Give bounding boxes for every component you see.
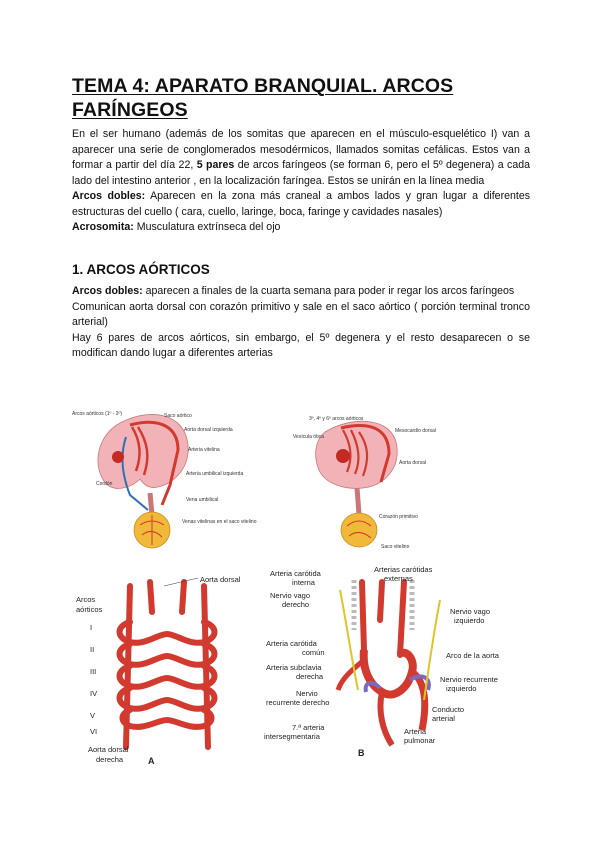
roman-ii: II xyxy=(90,645,95,654)
label-carotidas-externas-2: externas xyxy=(384,574,413,583)
heart xyxy=(112,451,124,463)
label-carotidas-externas-1: Arterias carótidas xyxy=(374,565,433,574)
section-heading: 1. ARCOS AÓRTICOS xyxy=(72,262,210,277)
label-carotida-interna-2: interna xyxy=(292,578,315,587)
section-text-3: Hay 6 pares de arcos aórticos, sin embargo, el 5º degenera y el resto desaparecen o se modifican dando lugar a diferentes arterias xyxy=(72,331,530,359)
roman-vi: VI xyxy=(90,727,98,736)
arcos-label-2: aórticos xyxy=(76,605,103,614)
label-conducto-1: Conducto xyxy=(432,705,465,714)
label-vago-i-1: Nervio vago xyxy=(450,607,491,616)
great-vessels-diagram-b xyxy=(262,560,537,772)
intro-bold: 5 pares xyxy=(196,159,235,171)
embryo-body xyxy=(316,421,398,488)
label-subclavia-2: derecha xyxy=(296,672,324,681)
fig-tr-label-4: Aorta dorsal xyxy=(399,460,426,466)
arcos-dobles-label: Arcos dobles: xyxy=(72,190,146,202)
fig-tl-label-5: Cordón xyxy=(96,481,113,487)
label-7-arteria-2: intersegmentaria xyxy=(264,732,320,741)
label-recurrente-d-2: recurrente derecho xyxy=(266,698,330,707)
label-subclavia-1: Arteria subclavia xyxy=(266,663,322,672)
label-recurrente-i-1: Nervio recurrente xyxy=(440,675,498,684)
label-recurrente-i-2: izquierdo xyxy=(446,684,477,693)
section-text-2: Comunican aorta dorsal con corazón primitivo y sale en el saco aórtico ( porción terminal tronco arterial) xyxy=(72,300,530,328)
fig-tl-label-2: Saco aórtico xyxy=(164,413,192,419)
label-carotida-comun-2: común xyxy=(302,648,325,657)
aorta-derecha-label-1: Aorta dorsal xyxy=(88,745,129,754)
panel-a-label: A xyxy=(148,756,155,766)
label-carotida-interna-1: Arteria carótida xyxy=(270,569,321,578)
acrosomita-label: Acrosomita: xyxy=(72,221,134,233)
roman-v: V xyxy=(90,711,96,720)
label-recurrente-d-1: Nervio xyxy=(296,689,318,698)
fig-tr-label-1: 3º, 4º y 6º arcos aórticos xyxy=(309,416,364,422)
label-7-arteria-1: 7.ª arteria xyxy=(292,723,325,732)
label-pulmonar-2: pulmonar xyxy=(404,736,436,745)
descending-aorta xyxy=(412,672,425,730)
fig-tl-label-4: Arteria vitelina xyxy=(188,447,220,453)
roman-iv: IV xyxy=(90,689,98,698)
heart xyxy=(336,449,350,463)
roman-i: I xyxy=(90,623,93,632)
fig-tr-label-3: Mesocardio dorsal xyxy=(395,428,436,434)
fig-tl-label-6: Arteria umbilical izquierda xyxy=(186,471,244,477)
arcos-dobles-text: Aparecen en la zona más craneal a ambos lados y gran lugar a diferentes estructuras del cuello ( cara, cuello, laringe, boca, faringe y cavidades nasales) xyxy=(72,190,531,218)
aortic-arch xyxy=(364,650,413,695)
roman-iii: III xyxy=(90,667,97,676)
panel-b-label: B xyxy=(358,748,365,758)
label-conducto-2: arterial xyxy=(432,714,455,723)
label-carotida-comun-1: Arteria carótida xyxy=(266,639,317,648)
yolk-sac xyxy=(341,513,377,547)
label-vago-d-2: derecho xyxy=(282,600,310,609)
embryo-body xyxy=(98,414,188,488)
embryo-figure-right xyxy=(285,410,485,555)
aorta-dorsal-label: Aorta dorsal xyxy=(200,575,241,584)
label-pulmonar-1: Arteria xyxy=(404,727,427,736)
page-title xyxy=(72,74,532,122)
arch-vi xyxy=(123,710,212,727)
arcos-label-1: Arcos xyxy=(76,595,96,604)
arch-ii xyxy=(120,644,215,665)
arch-iv xyxy=(120,688,215,709)
fig-tl-label-1: Arcos aórticos (1º - 3º) xyxy=(72,411,123,417)
fig-tr-label-2: Vesícula ótica xyxy=(293,434,324,440)
arch-iii xyxy=(120,666,215,687)
embryo-figure-left xyxy=(70,405,260,555)
fig-tr-label-6: Saco vitelino xyxy=(381,544,410,550)
title-line-1: TEMA 4: APARATO BRANQUIAL. ARCOS xyxy=(72,75,454,97)
fig-tl-label-7: Vena umbilical xyxy=(186,497,219,503)
ventral-root xyxy=(150,582,184,612)
carotid-arteries xyxy=(362,582,404,655)
intro-paragraph xyxy=(72,127,530,236)
aorta-derecha-label-2: derecha xyxy=(96,755,124,764)
section-label: Arcos dobles: xyxy=(72,285,143,297)
acrosomita-text: Musculatura extrínseca del ojo xyxy=(136,221,281,233)
fig-tr-label-5: Corazón primitivo xyxy=(379,514,418,520)
arches-group xyxy=(120,582,215,747)
aortic-arches-diagram-a xyxy=(68,572,268,768)
pulmonary-trunk xyxy=(380,692,392,745)
title-line-2: FARÍNGEOS xyxy=(72,99,188,121)
stalk xyxy=(357,488,359,514)
section-paragraph xyxy=(72,284,530,362)
fig-tl-label-3: Aorta dorsal izquierda xyxy=(184,427,233,433)
intro-text-b: de arcos faríngeos (se forman 6, pero el 5º degenera) a cada lado del intestino anterior , en la localización faríngea. Estos se unirán en la línea media xyxy=(72,159,530,187)
label-vago-i-2: izquierdo xyxy=(454,616,485,625)
intro-text-a: En el ser humano (además de los somitas que aparecen en el músculo-esquelético I) van a aparecer una serie de conglomerados mesodérmicos, llamados somitas cefálicas. Estos van a formar a partir del día 22, xyxy=(72,128,530,171)
fig-tl-label-8: Venas vitelinas en el saco vitelino xyxy=(182,519,257,525)
section-text-1: aparecen a finales de la cuarta semana para poder ir regar los arcos faríngeos xyxy=(145,285,515,297)
label-arco-aorta: Arco de la aorta xyxy=(446,651,499,660)
right-subclavian xyxy=(338,660,364,690)
arch-i xyxy=(120,622,215,643)
label-vago-d-1: Nervio vago xyxy=(270,591,311,600)
